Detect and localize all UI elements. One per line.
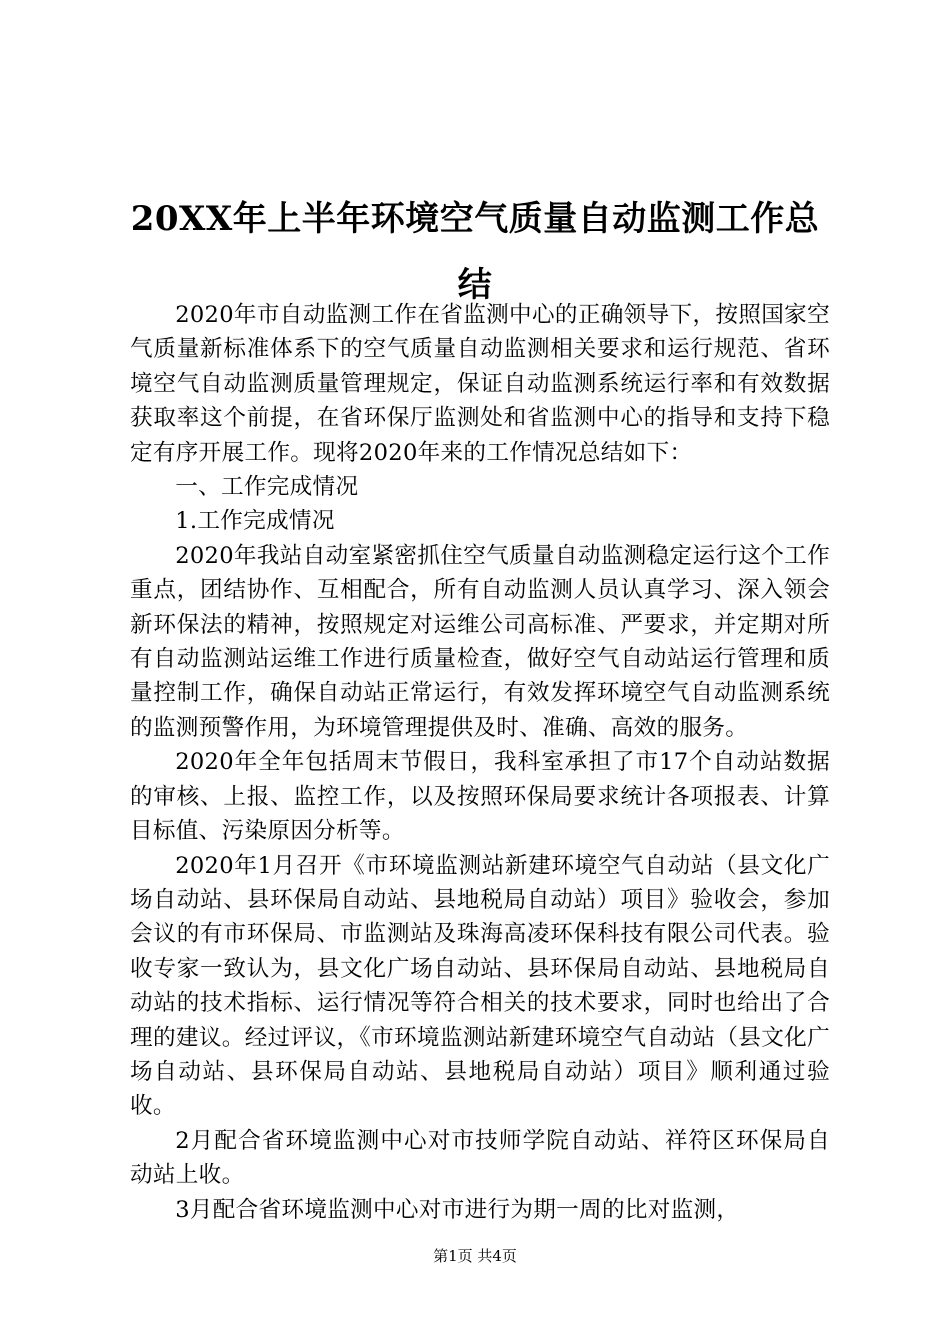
paragraph: 2020年全年包括周末节假日，我科室承担了市17个自动站数据的审核、上报、监控工作，以及按照环保局要求统计各项报表、计算目标值、污染原因分析等。 (130, 749, 830, 845)
subsection-heading: 1.工作完成情况 (175, 508, 335, 535)
document-title: 20XX年上半年环境空气质量自动监测工作总结 (130, 199, 820, 305)
section-heading: 一、工作完成情况 (175, 474, 359, 501)
paragraph: 3月配合省环境监测中心对市进行为期一周的比对监测， (175, 1196, 740, 1223)
paragraph: 2020年市自动监测工作在省监测中心的正确领导下，按照国家空气质量新标准体系下的空气质量自动监测相关要求和运行规范、省环境空气自动监测质量管理规定，保证自动监测系统运行率和有效数据获取率这个前提，在省环保厅监测处和省监测中心的指导和支持下稳定有序开展工作。现将2020年来的工作情况总结如下： (130, 302, 830, 466)
paragraph: 2020年我站自动室紧密抓住空气质量自动监测稳定运行这个工作重点，团结协作、互相配合，所有自动监测人员认真学习、深入领会新环保法的精神，按照规定对运维公司高标准、严要求，并定期对所有自动监测站运维工作进行质量检查，做好空气自动站运行管理和质量控制工作，确保自动站正常运行，有效发挥环境空气自动监测系统的监测预警作用，为环境管理提供及时、准确、高效的服务。 (130, 542, 830, 741)
paragraph: 2月配合省环境监测中心对市技师学院自动站、祥符区环保局自动站上收。 (130, 1127, 830, 1189)
paragraph: 2020年1月召开《市环境监测站新建环境空气自动站（县文化广场自动站、县环保局自动站、县地税局自动站）项目》验收会，参加会议的有市环保局、市监测站及珠海高凌环保科技有限公司代表。验收专家一致认为，县文化广场自动站、县环保局自动站、县地税局自动站的技术指标、运行情况等符合相关的技术要求，同时也给出了合理的建议。经过评议，《市环境监测站新建环境空气自动站（县文化广场自动站、县环保局自动站、县地税局自动站）项目》顺利通过验收。 (130, 852, 830, 1120)
page-footer: 第1页 共4页 (433, 1247, 517, 1265)
document-body (130, 298, 830, 1227)
